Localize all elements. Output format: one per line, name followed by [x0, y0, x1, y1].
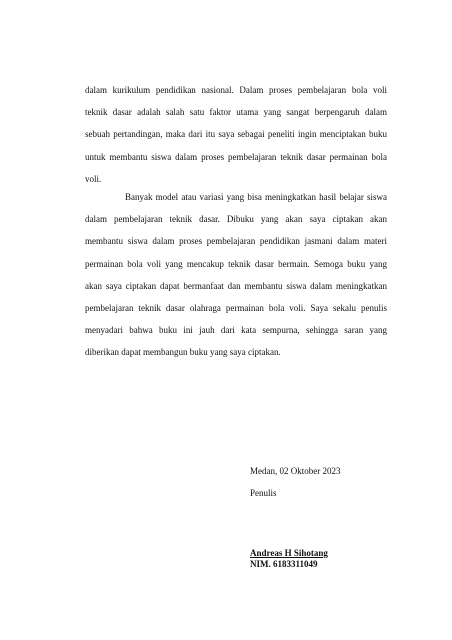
paragraph-line: untuk membantu siswa dalam proses pembelajaran teknik dasar permainan bola [85, 151, 387, 162]
paragraph-line: dalam pembelajaran teknik dasar. Dibuku yang akan saya ciptakan akan [85, 214, 387, 225]
signature-role: Penulis [250, 488, 277, 498]
paragraph-line: voli. [85, 173, 102, 184]
paragraph-line: teknik dasar adalah salah satu faktor utama yang sangat berpengaruh dalam [85, 107, 387, 118]
paragraph-line: membantu siswa dalam proses pembelajaran pendidikan jasmani dalam materi [85, 236, 387, 247]
signature-nim: NIM. 6183311049 [250, 559, 318, 569]
paragraph-line: pembelajaran teknik dasar olahraga permainan bola voli. Saya sekalu penulis [85, 302, 387, 313]
paragraph-line: dalam kurikulum pendidikan nasional. Dalam proses pembelajaran bola voli [85, 85, 387, 95]
paragraph-line: menyadari bahwa buku ini jauh dari kata sempurna, sehingga saran yang [85, 325, 387, 336]
paragraph-line: akan saya ciptakan dapat bermanfaat dan membantu siswa dalam meningkatkan [85, 280, 387, 291]
paragraph-line: permainan bola voli yang mencakup teknik dasar bermain. Semoga buku yang [85, 258, 387, 269]
paragraph-line: sebuah pertandingan, maka dari itu saya sebagai peneliti ingin menciptakan buku [85, 129, 387, 140]
paragraph-line: diberikan dapat membangun buku yang saya ciptakan. [85, 347, 281, 358]
signature-place-date: Medan, 02 Oktober 2023 [250, 466, 341, 476]
body-paragraph-1 [85, 79, 387, 190]
body-paragraph-2 [85, 186, 387, 364]
paragraph-line: Banyak model atau variasi yang bisa meningkatkan hasil belajar siswa [125, 192, 387, 202]
signature-name: Andreas H Sihotang [250, 548, 328, 558]
